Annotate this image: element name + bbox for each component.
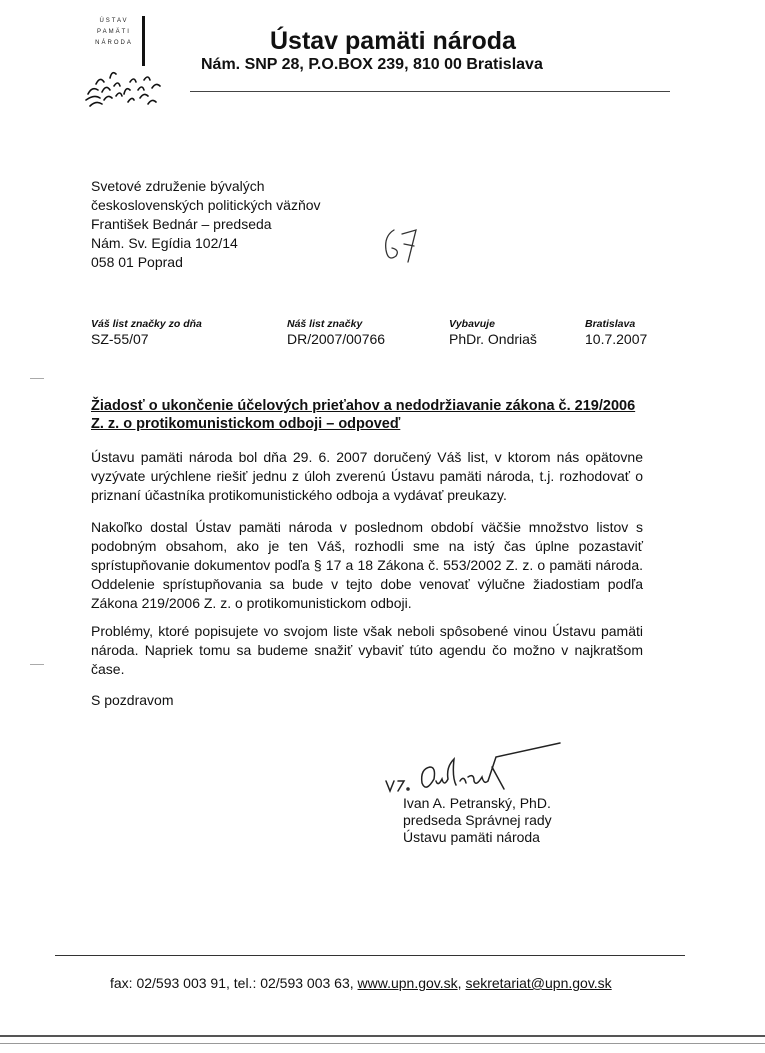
institute-logo — [82, 16, 164, 108]
footer-website-link[interactable]: www.upn.gov.sk — [357, 975, 458, 991]
logo-flame-icon — [82, 64, 164, 108]
recipient-address — [91, 177, 321, 272]
ref-value: PhDr. Ondriaš — [449, 331, 537, 347]
footer-phone-fax: fax: 02/593 003 91, tel.: 02/593 003 63, — [110, 975, 354, 991]
ref-label: Bratislava — [585, 318, 636, 330]
ref-label: Náš list značky — [287, 318, 363, 330]
recipient-line: Nám. Sv. Egídia 102/14 — [91, 235, 238, 251]
footer-email-link[interactable]: sekretariat@upn.gov.sk — [465, 975, 612, 991]
ref-handled-by — [449, 318, 537, 347]
ref-value: 10.7.2007 — [585, 331, 648, 347]
ref-label: Vybavuje — [449, 318, 495, 330]
scan-bottom-edge — [0, 1035, 765, 1037]
handwritten-signature — [384, 737, 564, 797]
institution-name: Ústav pamäti národa — [270, 27, 516, 55]
signatory-block — [403, 795, 552, 846]
closing-greeting: S pozdravom — [91, 692, 174, 708]
ref-value: SZ-55/07 — [91, 331, 149, 347]
recipient-line: Svetové združenie bývalých — [91, 178, 265, 194]
recipient-line: 058 01 Poprad — [91, 254, 183, 270]
signatory-name: Ivan A. Petranský, PhD. — [403, 795, 551, 811]
header-divider — [190, 91, 670, 92]
footer-separator: , — [457, 975, 462, 991]
recipient-line: československých politických väzňov — [91, 197, 321, 213]
ref-your-letter — [91, 318, 202, 347]
institution-address: Nám. SNP 28, P.O.BOX 239, 810 00 Bratislava — [201, 56, 543, 73]
scan-mark — [30, 378, 44, 379]
footer-contacts — [110, 975, 612, 991]
ref-our-letter — [287, 318, 385, 347]
footer-divider — [55, 955, 685, 956]
scan-mark — [30, 664, 44, 665]
subject-line-2: Z. z. o protikomunistickom odboji – odpoveď — [91, 416, 401, 432]
logo-line-2: PAMÄTI — [97, 29, 131, 35]
body-paragraph-1: Ústavu pamäti národa bol dňa 29. 6. 2007 doručený Váš list, v ktorom nás opätovne vyzývate urýchlene riešiť jednu z úloh zverenú Ústavu pamäti národa, t.j. rozhodovať o priznaní účastníka protikomunistického odboja a vydávať preukazy. — [91, 449, 643, 503]
subject-line-1: Žiadosť o ukončenie účelových prieťahov a nedodržiavanie zákona č. 219/2006 — [91, 398, 636, 414]
recipient-line: František Bednár – predseda — [91, 216, 272, 232]
scan-bottom-edge-2 — [0, 1043, 765, 1044]
logo-bar — [142, 16, 145, 66]
ref-place-date — [585, 318, 647, 347]
ref-label: Váš list značky zo dňa — [91, 318, 202, 330]
ref-value: DR/2007/00766 — [287, 331, 386, 347]
logo-line-3: NÁRODA — [95, 40, 133, 46]
logo-line-1: ÚSTAV — [99, 18, 129, 24]
body-paragraph-3: Problémy, ktoré popisujete vo svojom liste však neboli spôsobené vinou Ústavu pamäti národa. Napriek tomu sa budeme snažiť vybaviť túto agendu čo možno v najkratšom čase. — [91, 623, 643, 677]
logo-wordmark — [88, 16, 140, 49]
letter-subject — [91, 397, 635, 433]
signatory-organization: Ústavu pamäti národa — [403, 829, 540, 845]
signatory-role: predseda Správnej rady — [403, 812, 552, 828]
body-paragraph-2: Nakoľko dostal Ústav pamäti národa v poslednom období väčšie množstvo listov s podobným obsahom, ako je ten Váš, rozhodli sme na istý čas úplne pozastaviť sprístupňovanie dokumentov podľa § 17 a 18 Zákona č. 553/2002 Z. z. o pamäti národa. Oddelenie sprístupňovania sa bude v tejto dobe venovať výlučne žiadostiam podľa Zákona 219/2006 Z. z. o protikomunistickom odboji. — [91, 519, 643, 611]
handwritten-number-67 — [378, 222, 424, 266]
